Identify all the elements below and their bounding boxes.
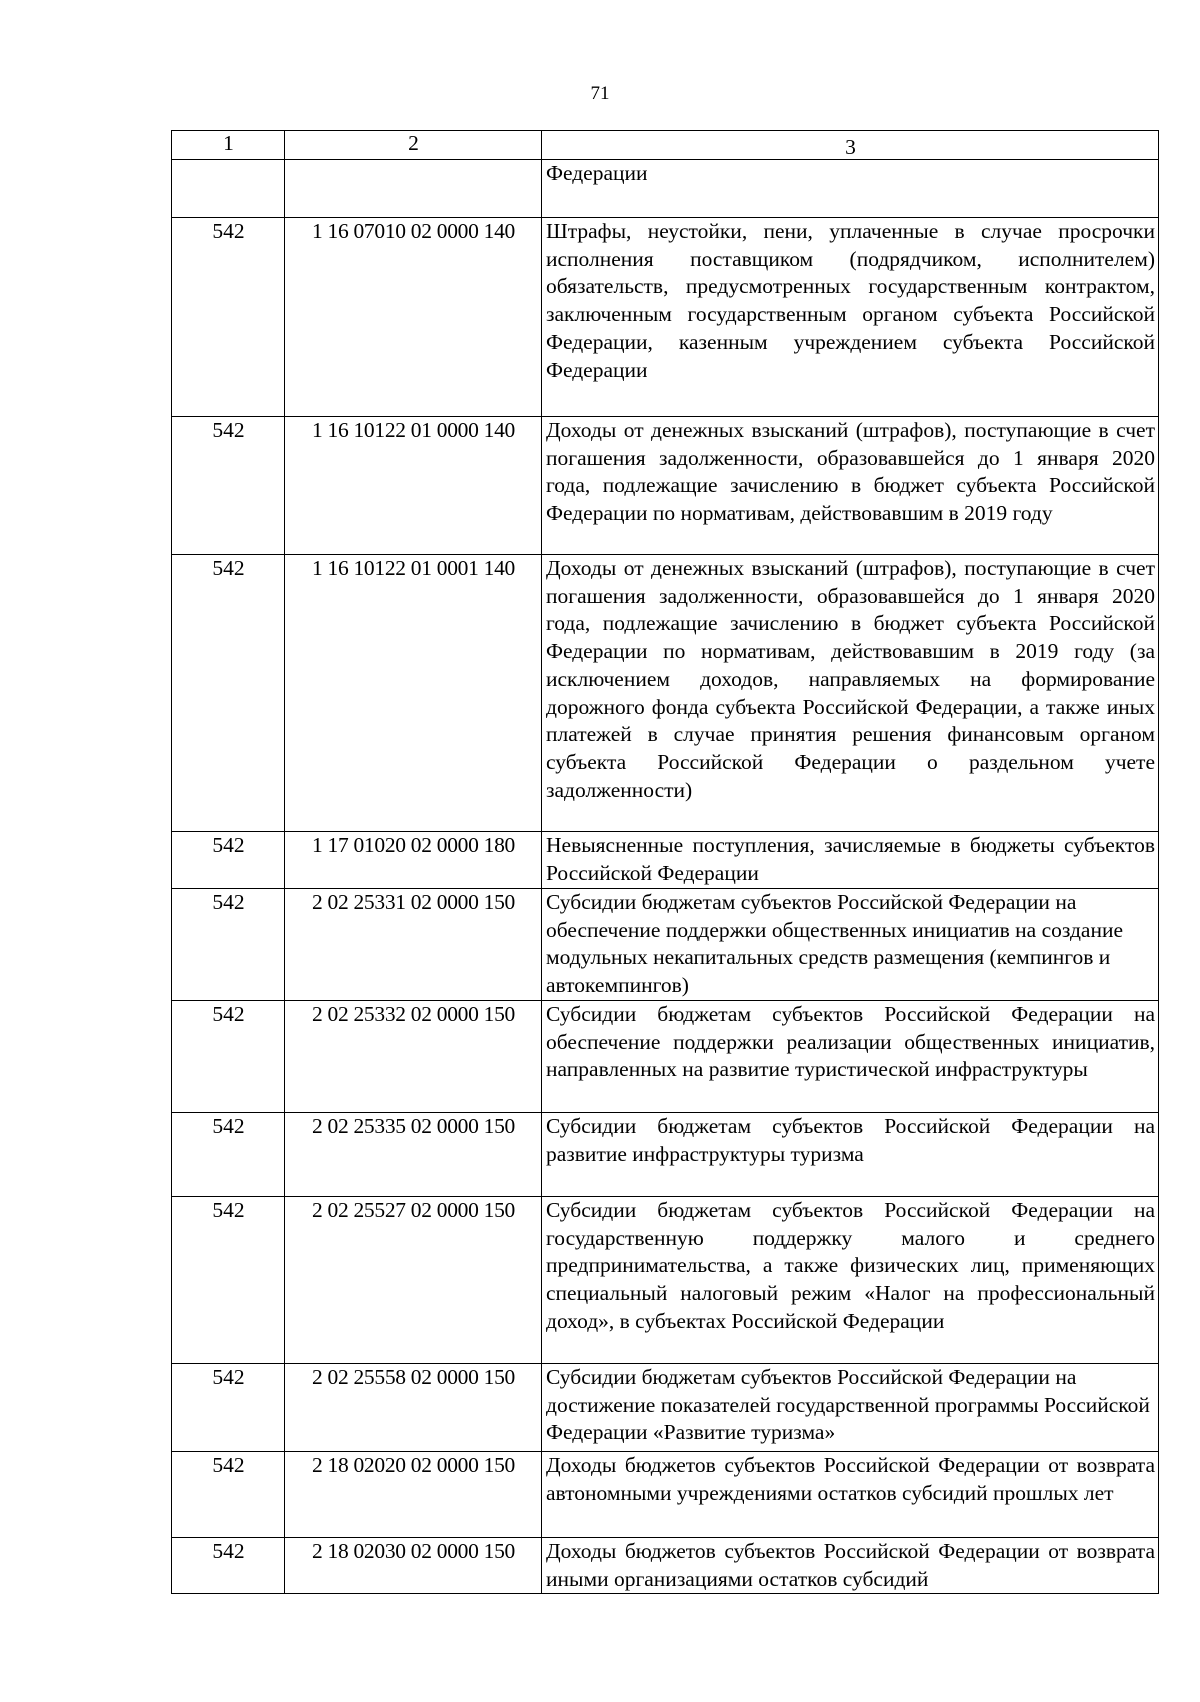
kbk-code-cell: 2 02 25527 02 0000 150: [285, 1196, 542, 1363]
description-cell: Субсидии бюджетам субъектов Российской Федерации на развитие инфраструктуры туризма: [542, 1112, 1159, 1196]
table-row: [172, 1196, 1159, 1363]
table-row: [172, 1112, 1159, 1196]
admin-code-cell: 542: [172, 555, 285, 832]
description-cell: Субсидии бюджетам субъектов Российской Федерации на обеспечение поддержки реализации общественных инициатив, направленных на развитие туристической инфраструктуры: [542, 1000, 1159, 1112]
column-header-2: 2: [285, 131, 542, 160]
table-row: [172, 832, 1159, 889]
admin-code-cell: 542: [172, 1363, 285, 1451]
kbk-code-cell: 2 18 02030 02 0000 150: [285, 1537, 542, 1593]
kbk-code-cell: 2 18 02020 02 0000 150: [285, 1451, 542, 1537]
description-cell: Субсидии бюджетам субъектов Российской Федерации на государственную поддержку малого и среднего предпринимательства, а также физических лиц, применяющих специальный налоговый режим «Налог на профессиональный доход», в субъектах Российской Федерации: [542, 1196, 1159, 1363]
table-row: [172, 218, 1159, 417]
admin-code-cell: 542: [172, 1112, 285, 1196]
admin-code-cell: 542: [172, 832, 285, 889]
description-cell: Доходы от денежных взысканий (штрафов), поступающие в счет погашения задолженности, образовавшейся до 1 января 2020 года, подлежащие зачислению в бюджет субъекта Российской Федерации по нормативам, действовавшим в 2019 году (за исключением доходов, направляемых на формирование дорожного фонда субъекта Российской Федерации, а также иных платежей в случае принятия решения финансовым органом субъекта Российской Федерации о раздельном учете задолженности): [542, 555, 1159, 832]
kbk-code-cell: 2 02 25558 02 0000 150: [285, 1363, 542, 1451]
kbk-code-cell: 2 02 25335 02 0000 150: [285, 1112, 542, 1196]
admin-code-cell: 542: [172, 1196, 285, 1363]
kbk-code-cell: 1 16 10122 01 0001 140: [285, 555, 542, 832]
admin-code-cell: 542: [172, 1537, 285, 1593]
kbk-code-cell: 1 16 10122 01 0000 140: [285, 417, 542, 555]
description-cell: Невыясненные поступления, зачисляемые в бюджеты субъектов Российской Федерации: [542, 832, 1159, 889]
admin-code-cell: 542: [172, 1000, 285, 1112]
table-row: [172, 417, 1159, 555]
table-row: [172, 1000, 1159, 1112]
page-number: 71: [590, 83, 610, 104]
kbk-code-cell: 2 02 25332 02 0000 150: [285, 1000, 542, 1112]
description-cell: Субсидии бюджетам субъектов Российской Федерации на достижение показателей государственной программы Российской Федерации «Развитие туризма»: [542, 1363, 1159, 1451]
kbk-code-cell: 1 16 07010 02 0000 140: [285, 218, 542, 417]
description-cell: Доходы бюджетов субъектов Российской Федерации от возврата иными организациями остатков субсидий: [542, 1537, 1159, 1593]
column-header-3: 3: [542, 131, 1159, 160]
column-header-1: 1: [172, 131, 285, 160]
description-cell: Субсидии бюджетам субъектов Российской Федерации на обеспечение поддержки общественных инициатив на создание модульных некапитальных средств размещения (кемпингов и автокемпингов): [542, 889, 1159, 1001]
admin-code-cell: 542: [172, 889, 285, 1001]
table-header-row: [172, 131, 1159, 160]
table-row: [172, 1451, 1159, 1537]
kbk-code-cell: [285, 160, 542, 218]
revenue-codes-table: [171, 130, 1159, 1594]
table-row-continuation: [172, 160, 1159, 218]
kbk-code-cell: 2 02 25331 02 0000 150: [285, 889, 542, 1001]
description-cell: Штрафы, неустойки, пени, уплаченные в случае просрочки исполнения поставщиком (подрядчиком, исполнителем) обязательств, предусмотренных государственным контрактом, заключенным государственным органом субъекта Российской Федерации, казенным учреждением субъекта Российской Федерации: [542, 218, 1159, 417]
table-row: [172, 555, 1159, 832]
description-cell: Доходы от денежных взысканий (штрафов), поступающие в счет погашения задолженности, образовавшейся до 1 января 2020 года, подлежащие зачислению в бюджет субъекта Российской Федерации по нормативам, действовавшим в 2019 году: [542, 417, 1159, 555]
table-row: [172, 889, 1159, 1001]
admin-code-cell: [172, 160, 285, 218]
kbk-code-cell: 1 17 01020 02 0000 180: [285, 832, 542, 889]
table-row: [172, 1363, 1159, 1451]
description-cell: Доходы бюджетов субъектов Российской Федерации от возврата автономными учреждениями остатков субсидий прошлых лет: [542, 1451, 1159, 1537]
admin-code-cell: 542: [172, 218, 285, 417]
admin-code-cell: 542: [172, 1451, 285, 1537]
table-row: [172, 1537, 1159, 1593]
admin-code-cell: 542: [172, 417, 285, 555]
description-cell: Федерации: [542, 160, 1159, 218]
